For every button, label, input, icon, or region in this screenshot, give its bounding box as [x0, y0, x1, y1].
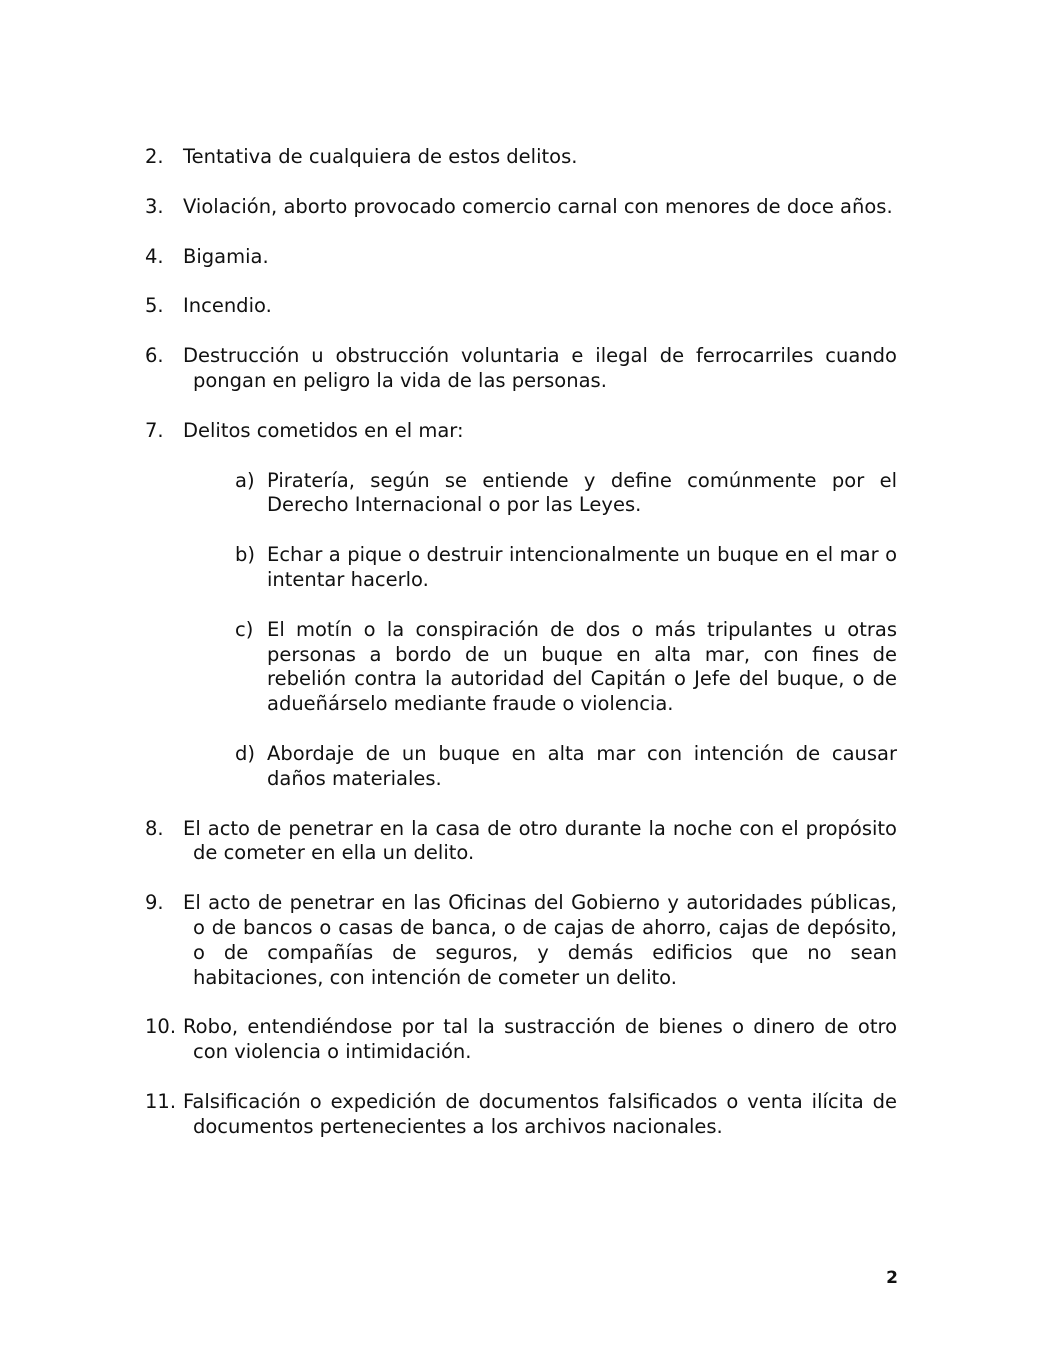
list-item-number: 10.: [145, 1015, 177, 1039]
sublist-item-letter: b): [235, 543, 255, 567]
sublist-item-a: [235, 469, 897, 519]
list-item-text: Falsificación o expedición de documentos falsificados o venta ilícita de documentos pertenecientes a los archivos nacionales.: [183, 1089, 897, 1138]
list-item-6: [145, 344, 897, 394]
list-item-text: Bigamia.: [183, 244, 269, 268]
sublist-item-c: [235, 618, 897, 717]
list-item-number: 7.: [145, 418, 164, 442]
sublist-item-letter: c): [235, 617, 254, 641]
sublist-item-text: Abordaje de un buque en alta mar con intención de causar daños materiales.: [267, 741, 897, 790]
list-item-2: [145, 145, 897, 170]
numbered-list: [145, 145, 897, 1165]
list-item-text: Delitos cometidos en el mar:: [183, 418, 464, 442]
list-item-11: [145, 1090, 897, 1140]
sublist: [235, 469, 897, 792]
list-item-3: [145, 195, 897, 220]
list-item-number: 2.: [145, 145, 164, 168]
sublist-item-letter: a): [235, 468, 255, 492]
page-number: 2: [886, 1268, 898, 1288]
list-item-number: 8.: [145, 816, 164, 840]
list-item-7: [145, 419, 897, 444]
list-item-number: 5.: [145, 294, 164, 318]
list-item-text: Tentativa de cualquiera de estos delitos.: [183, 145, 578, 168]
list-item-text: Robo, entendiéndose por tal la sustracción de bienes o dinero de otro con violencia o intimidación.: [183, 1015, 897, 1064]
sublist-item-letter: d): [235, 741, 255, 765]
list-item-number: 9.: [145, 891, 164, 915]
list-item-text: El acto de penetrar en las Oficinas del Gobierno y autoridades públicas, o de bancos o casas de banca, o de cajas de ahorro, cajas de depósito, o de compañías de seguros, y demás edificios que no sean habitaciones, con intención de cometer un delito.: [183, 891, 897, 989]
list-item-text: Incendio.: [183, 294, 272, 318]
list-item-number: 4.: [145, 244, 164, 268]
list-item-8: [145, 817, 897, 867]
list-item-number: 6.: [145, 344, 164, 368]
sublist-item-b: [235, 543, 897, 593]
list-item-text: Violación, aborto provocado comercio carnal con menores de doce años.: [183, 194, 893, 218]
list-item-number: 3.: [145, 194, 164, 218]
list-item-text: Destrucción u obstrucción voluntaria e ilegal de ferrocarriles cuando pongan en peligro la vida de las personas.: [183, 344, 897, 392]
list-item-5: [145, 294, 897, 319]
list-item-number: 11.: [145, 1089, 177, 1113]
list-item-10: [145, 1015, 897, 1065]
list-item-9: [145, 891, 897, 990]
list-item-4: [145, 245, 897, 270]
list-item-text: El acto de penetrar en la casa de otro durante la noche con el propósito de cometer en ella un delito.: [183, 816, 897, 865]
sublist-item-text: Piratería, según se entiende y define comúnmente por el Derecho Internacional o por las Leyes.: [267, 468, 897, 517]
sublist-item-text: El motín o la conspiración de dos o más tripulantes u otras personas a bordo de un buque en alta mar, con fines de rebelión contra la autoridad del Capitán o Jefe del buque, o de adueñárselo mediante fraude o violencia.: [267, 617, 897, 716]
sublist-item-d: [235, 742, 897, 792]
sublist-item-text: Echar a pique o destruir intencionalmente un buque en el mar o intentar hacerlo.: [267, 543, 897, 591]
